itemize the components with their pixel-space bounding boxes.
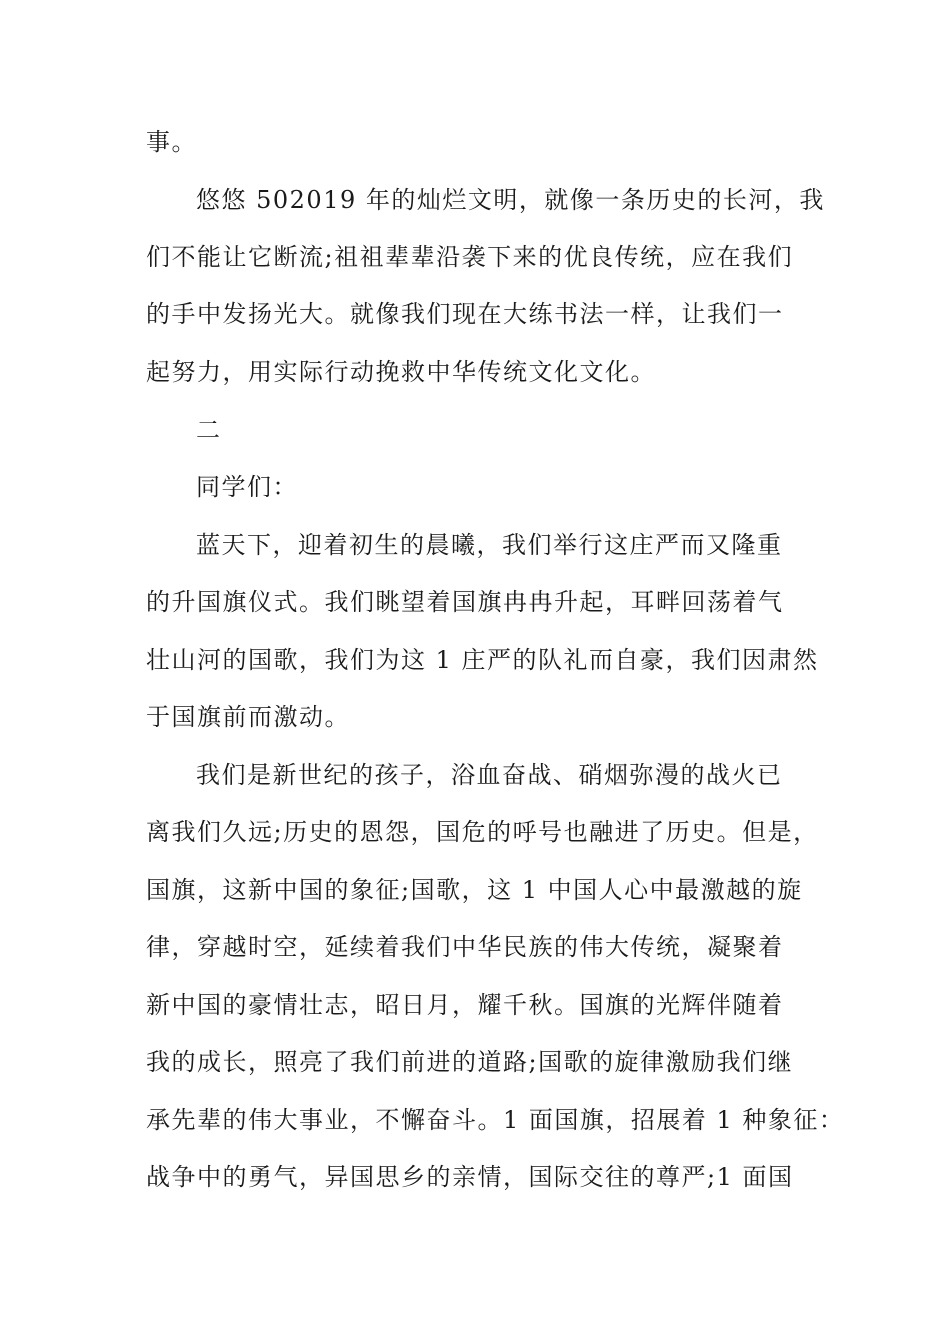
text-line: 们不能让它断流;祖祖辈辈沿袭下来的优良传统，应在我们	[146, 243, 794, 271]
text-line: 的升国旗仪式。我们眺望着国旗冉冉升起，耳畔回荡着气	[146, 588, 784, 616]
paragraph-first-line: 蓝天下，迎着初生的晨曦，我们举行这庄严而又隆重	[196, 531, 783, 559]
text-line: 于国旗前而激动。	[146, 703, 350, 731]
text-line: 的手中发扬光大。就像我们现在大练书法一样，让我们一	[146, 300, 784, 328]
text-line: 国旗，这新中国的象征;国歌，这 1 中国人心中最激越的旋	[146, 876, 803, 904]
text-line: 承先辈的伟大事业，不懈奋斗。1 面国旗，招展着 1 种象征：	[146, 1106, 845, 1134]
text-line: 事。	[146, 128, 197, 156]
text-line: 律，穿越时空，延续着我们中华民族的伟大传统，凝聚着	[146, 933, 784, 961]
text-line: 战争中的勇气，异国思乡的亲情，国际交往的尊严;1 面国	[146, 1163, 794, 1191]
text-line: 离我们久远;历史的恩怨，国危的呼号也融进了历史。但是，	[146, 818, 819, 846]
section-number: 二	[196, 416, 222, 444]
salutation: 同学们：	[196, 473, 298, 501]
text-line: 壮山河的国歌，我们为这 1 庄严的队礼而自豪，我们因肃然	[146, 646, 819, 674]
paragraph-first-line: 我们是新世纪的孩子，浴血奋战、硝烟弥漫的战火已	[196, 761, 783, 789]
paragraph-first-line: 悠悠 502019 年的灿烂文明，就像一条历史的长河，我	[196, 186, 825, 214]
text-line: 起努力，用实际行动挽救中华传统文化文化。	[146, 358, 656, 386]
text-line: 新中国的豪情壮志，昭日月，耀千秋。国旗的光辉伴随着	[146, 991, 784, 1019]
text-line: 我的成长，照亮了我们前进的道路;国歌的旋律激励我们继	[146, 1048, 794, 1076]
